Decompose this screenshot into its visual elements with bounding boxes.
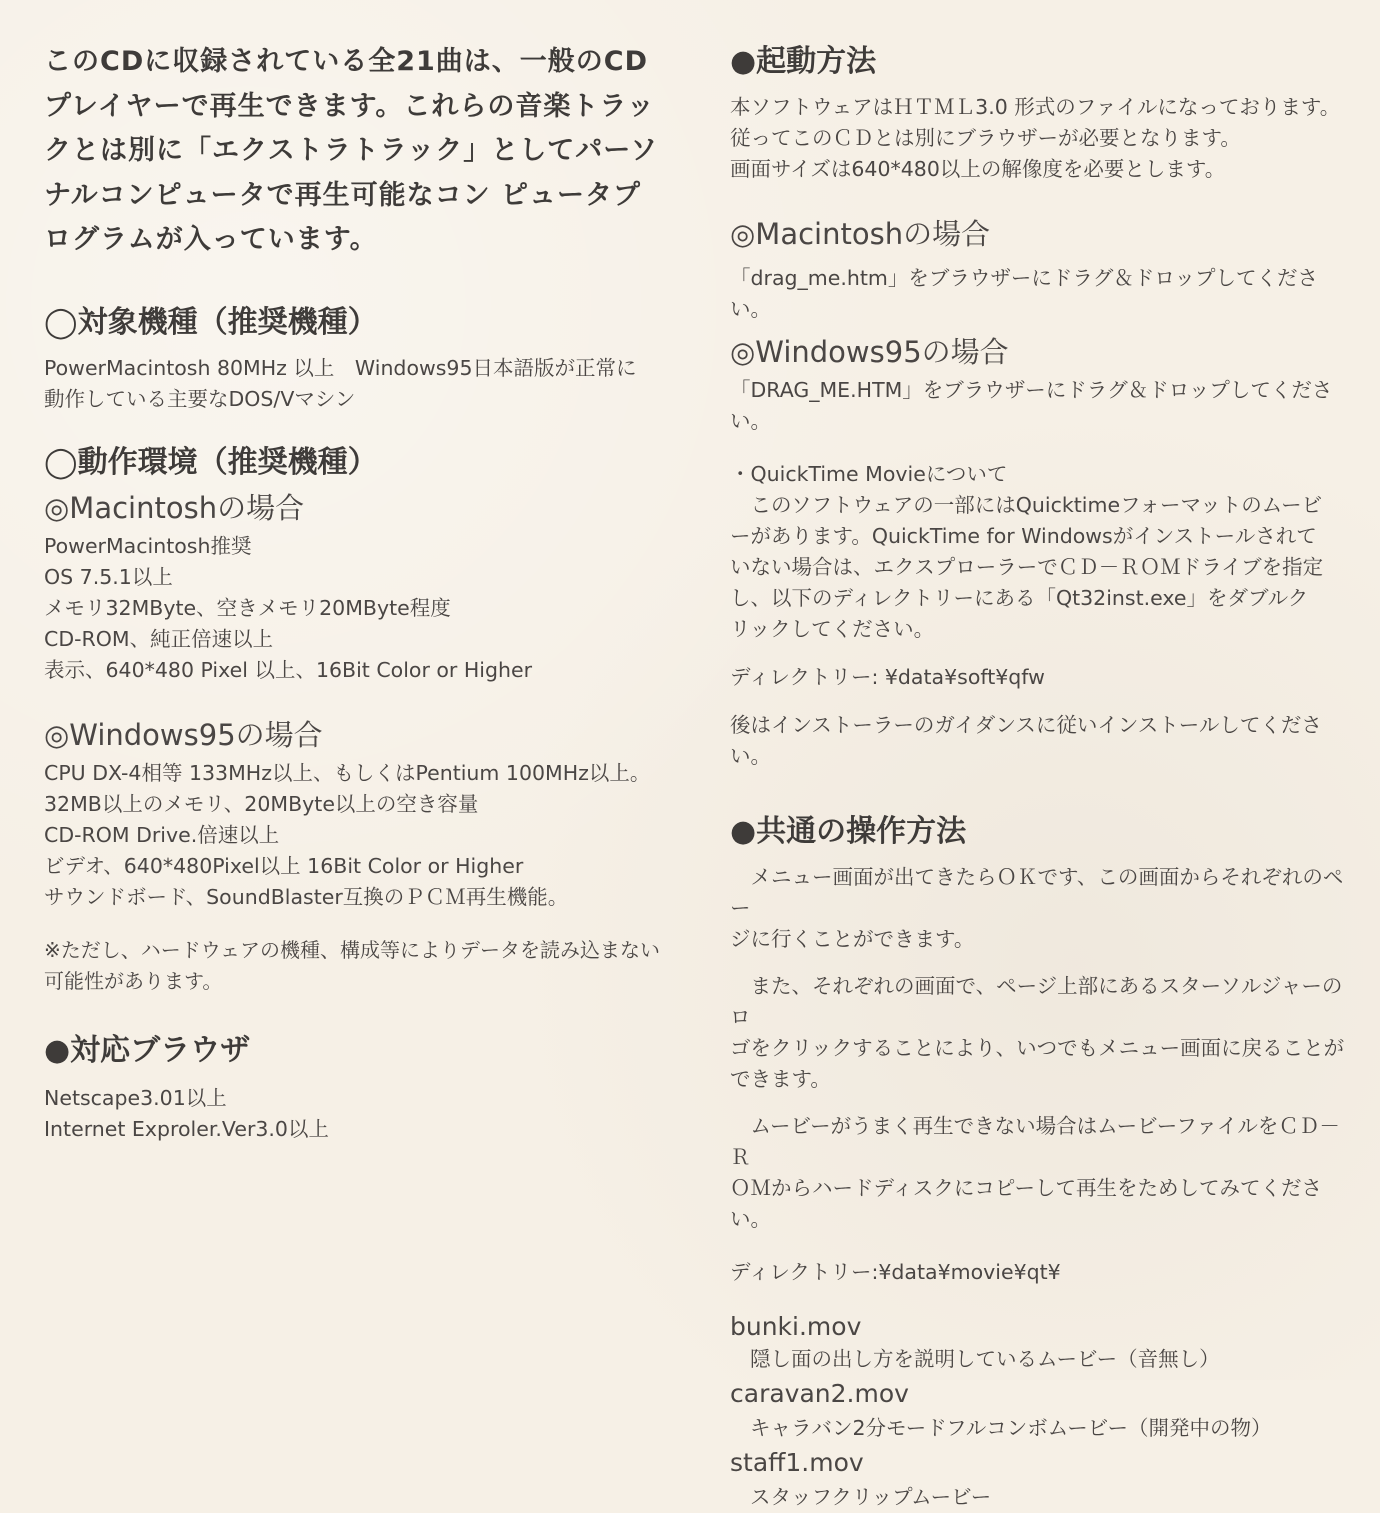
intro-line: ナルコンピュータで再生可能なコン ピュータプ [44,179,642,211]
movie-directory: ディレクトリー:¥data¥movie¥qt¥ [730,1260,1061,1284]
quicktime-after: 後はインストーラーのガイダンスに従いインストールしてください。 [730,713,1322,768]
movie-item [730,1310,1355,1375]
target-line: 動作している主要なDOS/Vマシン [44,386,356,411]
startup-heading: ●起動方法 [730,44,877,79]
env-win-line: ビデオ、640*480Pixel以上 16Bit Color or Higher [44,853,524,878]
movie-item [730,1375,1355,1444]
quicktime-line: し、以下のディレクトリーにある「Qt32inst.exe」をダブルク [730,586,1309,610]
env-heading: ◯動作環境（推奨機種） [44,444,378,480]
quicktime-directory: ディレクトリー: ¥data¥soft¥qfw [730,665,1045,689]
browser-line: Internet Exproler.Ver3.0以上 [44,1116,329,1141]
env-mac-heading: ◎Macintoshの場合 [44,490,305,525]
env-note-line: 可能性があります。 [44,968,223,993]
left-column [44,0,694,1145]
startup-mac-text: 「drag_me.htm」をブラウザーにドラグ＆ドロップしてください。 [730,266,1318,321]
startup-line: 本ソフトウェアはＨＴＭＬ3.0 形式のファイルになっております。 [730,95,1341,119]
startup-win-text: い。 [730,409,771,433]
env-note [44,935,694,997]
env-mac-line: CD-ROM、純正倍速以上 [44,626,274,651]
quicktime-line: リックしてください。 [730,617,935,641]
env-win-line: CD-ROM Drive.倍速以上 [44,822,280,847]
startup-line: 画面サイズは640*480以上の解像度を必要とします。 [730,157,1226,181]
intro-line: このCDに収録されている全21曲は、一般のCD [44,46,649,77]
quicktime-line: ーがあります。QuickTime for Windowsがインストールされて [730,524,1317,548]
movie-filename: staff1.mov [730,1448,864,1477]
startup-line: 従ってこのＣＤとは別にブラウザーが必要となります。 [730,126,1241,150]
common-para1-line: メニュー画面が出てきたらＯＫです、この画面からそれぞれのペー [730,865,1344,920]
env-win-heading: ◎Windows95の場合 [44,717,323,752]
quicktime-line: いない場合は、エクスプローラーでＣＤ－ＲＯＭドライブを指定 [730,555,1324,579]
common-section [730,812,1355,1513]
target-line: PowerMacintosh 80MHz 以上 Windows95日本語版が正常に [44,355,637,380]
browser-heading: ●対応ブラウザ [44,1032,251,1068]
env-win-line: CPU DX-4相等 133MHz以上、もしくはPentium 100MHz以上。 [44,760,651,785]
target-heading: ◯対象機種（推奨機種） [44,304,378,340]
movie-list [730,1310,1355,1513]
env-mac-line: 表示、640*480 Pixel 以上、16Bit Color or Higher [44,657,533,682]
movie-description: キャラバン2分モードフルコンボムービー（開発中の物） [750,1416,1272,1440]
common-para2-line: また、それぞれの画面で、ページ上部にあるスターソルジャーのロ [730,974,1343,1029]
env-win-line: サウンドボード、SoundBlaster互換のＰＣＭ再生機能。 [44,884,569,909]
startup-win-heading: ◎Windows95の場合 [730,335,1009,369]
browser-section [44,1031,694,1145]
quicktime-line: このソフトウェアの一部にはQuicktimeフォーマットのムービ [730,493,1323,517]
common-para3-line: ＯＭからハードディスクにコピーして再生をためしてみてください。 [730,1176,1323,1231]
common-para1-line: ジに行くことができます。 [730,927,975,951]
right-column [730,0,1355,1513]
browser-line: Netscape3.01以上 [44,1085,227,1110]
movie-filename: caravan2.mov [730,1379,909,1408]
startup-win-text: 「DRAG_ME.HTM」をブラウザーにドラグ＆ドロップしてくださ [730,378,1333,402]
common-heading: ●共通の操作方法 [730,814,967,849]
common-para3-line: ムービーがうまく再生できない場合はムービーファイルをＣＤ－Ｒ [730,1114,1340,1169]
movie-description: 隠し面の出し方を説明しているムービー（音無し） [750,1347,1220,1371]
intro-line: プレイヤーで再生できます。これらの音楽トラッ [44,90,655,122]
intro-line: クとは別に「エクストラトラック」としてパーソ [44,135,659,166]
env-mac-line: OS 7.5.1以上 [44,564,173,589]
movie-description: スタッフクリップムービー [750,1485,992,1509]
env-section [44,443,694,997]
target-section [44,303,694,415]
common-para2-line: ゴをクリックすることにより、いつでもメニュー画面に戻ることが [730,1036,1345,1060]
movie-filename: bunki.mov [730,1312,862,1341]
quicktime-title: ・QuickTime Movieについて [730,462,1008,486]
env-win-line: 32MB以上のメモリ、20MByte以上の空き容量 [44,791,479,816]
common-para2-line: できます。 [730,1067,831,1091]
startup-section [730,42,1355,772]
env-mac-line: メモリ32MByte、空きメモリ20MByte程度 [44,595,451,620]
env-note-line: ※ただし、ハードウェアの機種、構成等によりデータを読み込まない [44,937,660,962]
env-mac-line: PowerMacintosh推奨 [44,533,252,558]
quicktime-block [730,459,1355,772]
movie-item [730,1444,1355,1513]
startup-mac-heading: ◎Macintoshの場合 [730,217,991,251]
intro-line: ログラムが入っています。 [44,224,378,255]
intro-paragraph [44,40,694,263]
